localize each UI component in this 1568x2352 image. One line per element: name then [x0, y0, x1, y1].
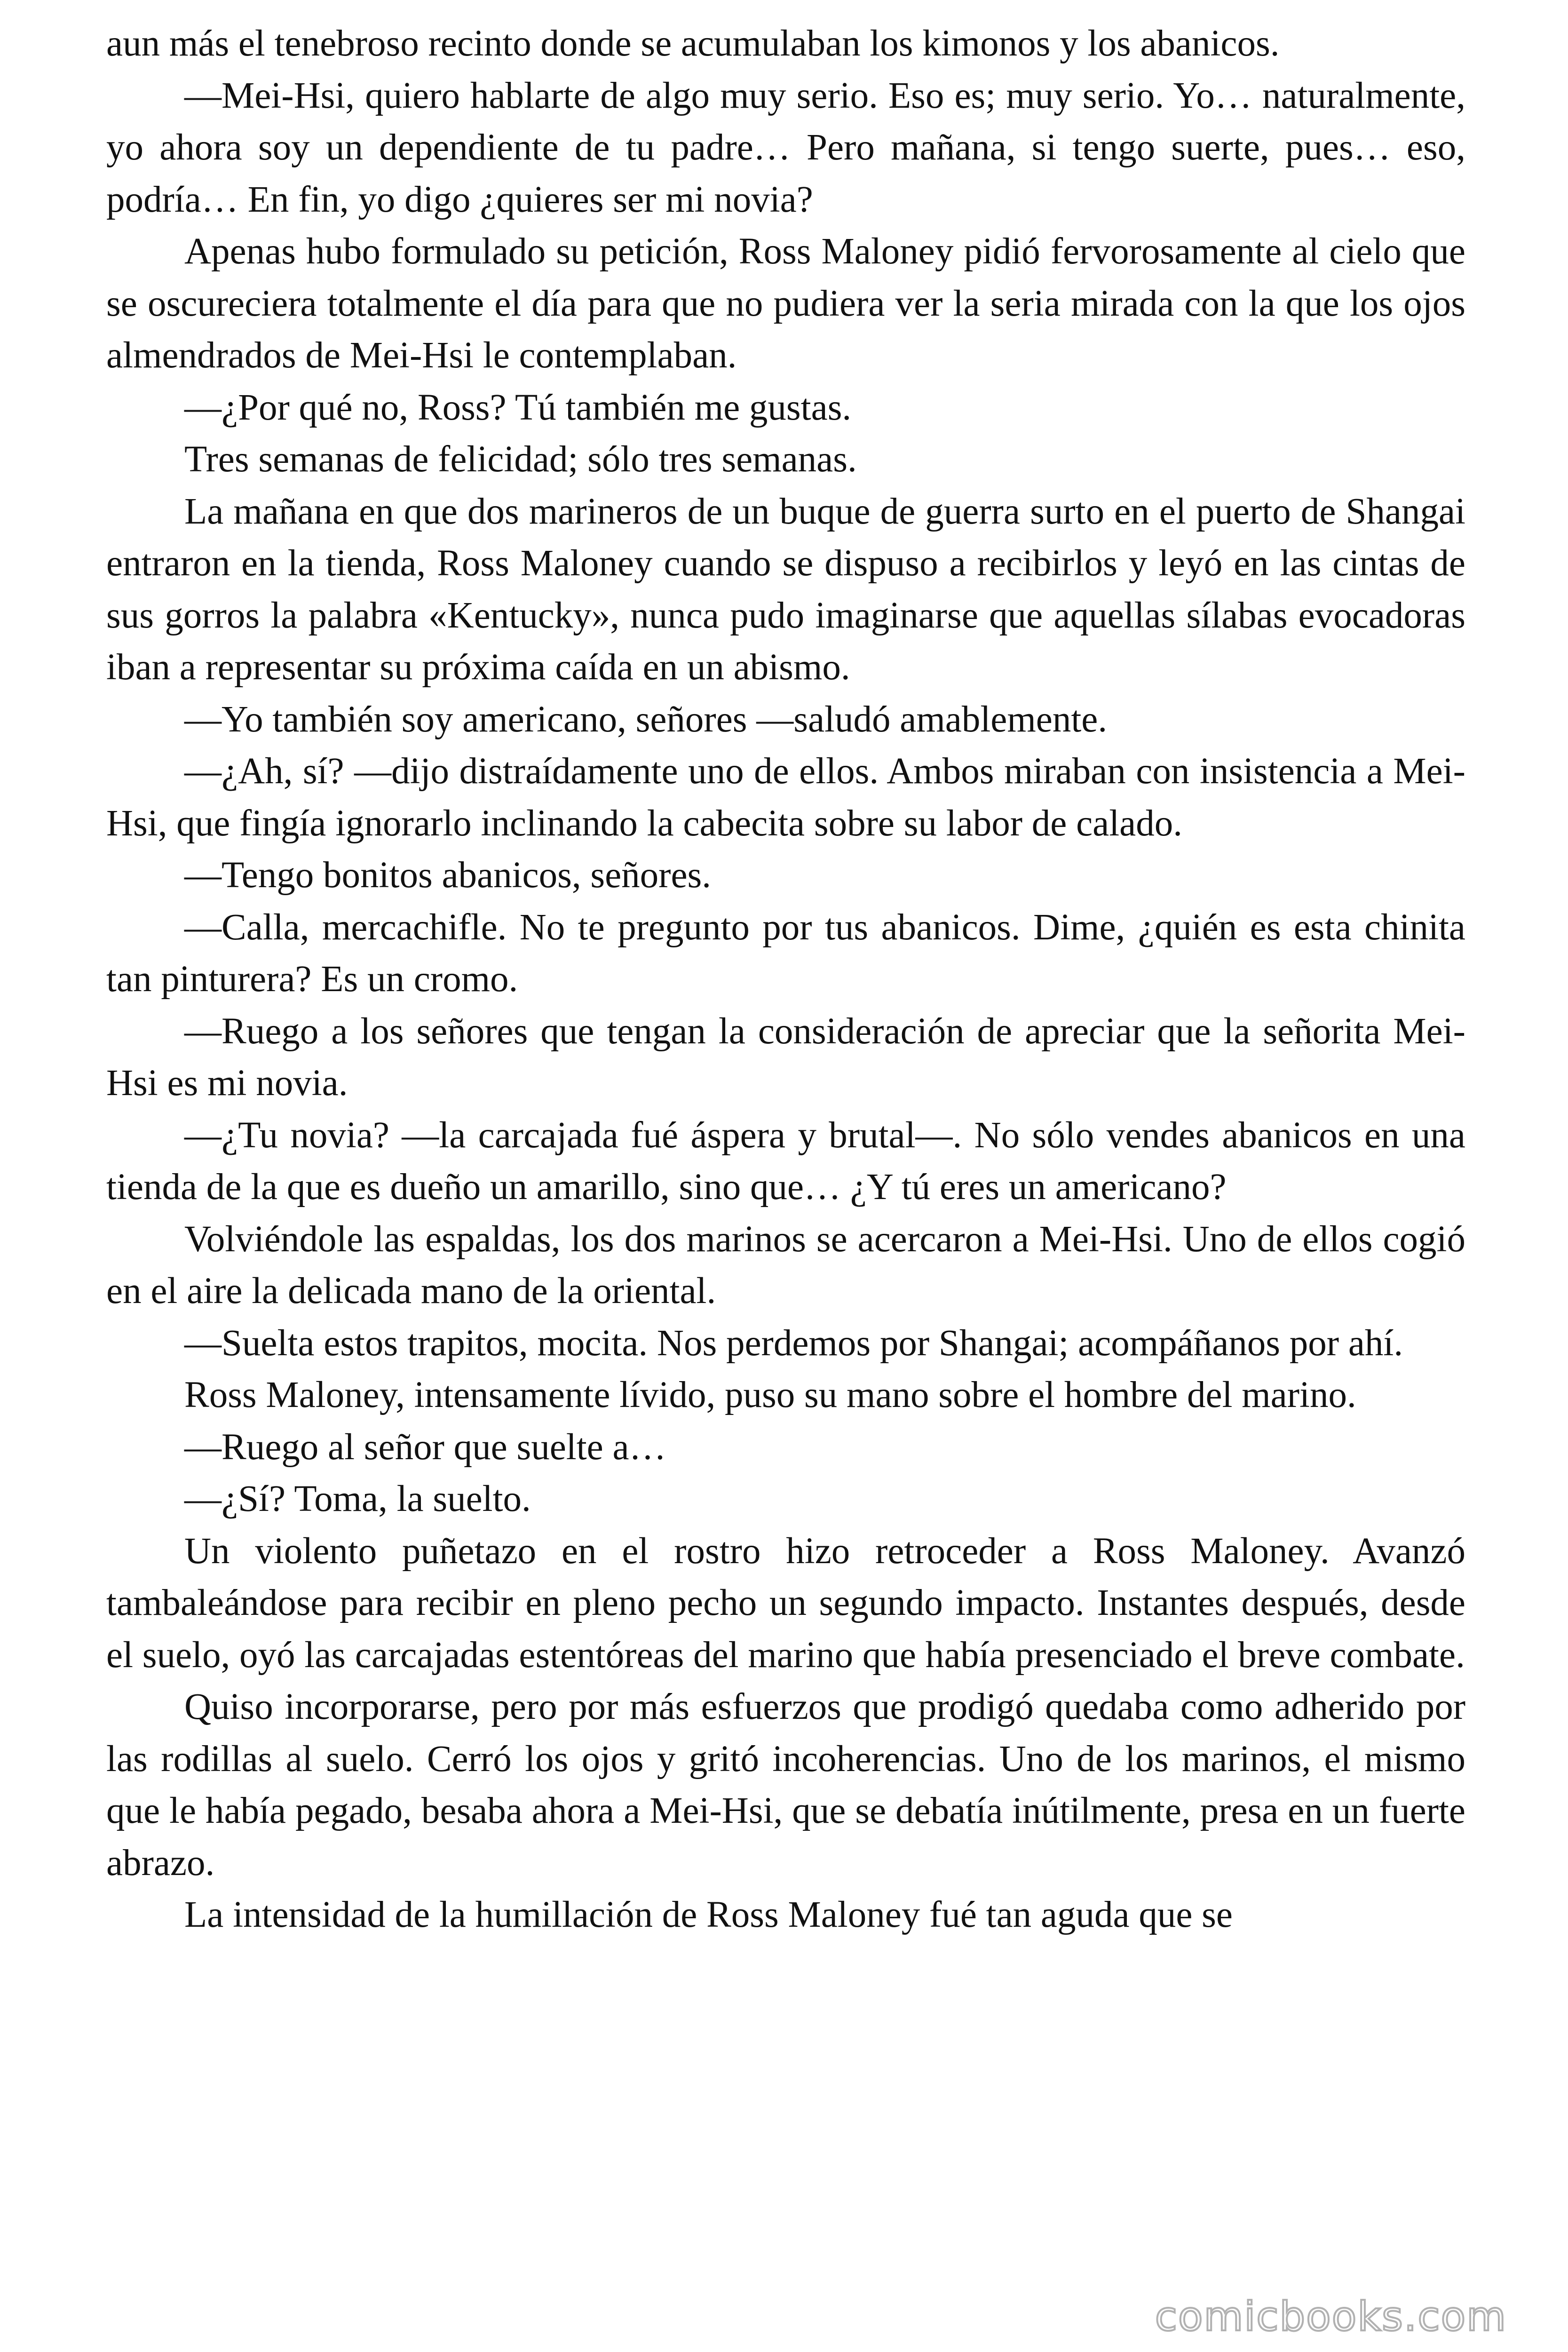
paragraph: Quiso incorporarse, pero por más esfuerzos que prodigó quedaba como adherido por las rodillas al suelo. Cerró los ojos y gritó incoherencias. Uno de los marinos, el mismo que le había pegado, besaba ahora a Mei-Hsi, que se debatía inútilmente, presa en un fuerte abrazo.	[106, 1686, 1465, 1883]
paragraph: —Ruego a los señores que tengan la consideración de apreciar que la señorita Mei-Hsi es mi novia.	[106, 1010, 1465, 1104]
watermark-logo: comicbooks.com	[1155, 2293, 1507, 2340]
paragraph: —¿Tu novia? —la carcajada fué áspera y brutal—. No sólo vendes abanicos en una tienda de la que es dueño un amarillo, sino que… ¿Y tú eres un americano?	[106, 1114, 1465, 1208]
text-column	[106, 18, 1465, 1941]
paragraph: —Ruego al señor que suelte a…	[184, 1426, 666, 1468]
paragraph: —¿Sí? Toma, la suelto.	[184, 1478, 531, 1519]
paragraph: —Tengo bonitos abanicos, señores.	[184, 855, 712, 896]
paragraph: —Yo también soy americano, señores —saludó amablemente.	[184, 699, 1108, 740]
paragraph: —¿Por qué no, Ross? Tú también me gustas.	[184, 387, 852, 428]
paragraph: Tres semanas de felicidad; sólo tres semanas.	[184, 439, 857, 480]
paragraph: Un violento puñetazo en el rostro hizo retroceder a Ross Maloney. Avanzó tambaleándose para recibir en pleno pecho un segundo impacto. Instantes después, desde el suelo, oyó las carcajadas estentóreas del marino que había presenciado el breve combate.	[106, 1530, 1465, 1676]
paragraph: —¿Ah, sí? —dijo distraídamente uno de ellos. Ambos miraban con insistencia a Mei-Hsi, que fingía ignorarlo inclinando la cabecita sobre su labor de calado.	[106, 751, 1465, 844]
paragraph: —Suelta estos trapitos, mocita. Nos perdemos por Shangai; acompáñanos por ahí.	[184, 1322, 1403, 1364]
paragraph: —Calla, mercachifle. No te pregunto por tus abanicos. Dime, ¿quién es esta chinita tan pinturera? Es un cromo.	[106, 906, 1465, 1000]
paragraph: Ross Maloney, intensamente lívido, puso su mano sobre el hombre del marino.	[184, 1375, 1356, 1415]
paragraph: La intensidad de la humillación de Ross Maloney fué tan aguda que se	[184, 1894, 1233, 1935]
paragraph: aun más el tenebroso recinto donde se acumulaban los kimonos y los abanicos.	[106, 23, 1280, 64]
paragraph: Apenas hubo formulado su petición, Ross Maloney pidió fervorosamente al cielo que se oscureciera totalmente el día para que no pudiera ver la seria mirada con la que los ojos almendrados de Mei-Hsi le contemplaban.	[106, 231, 1465, 376]
paragraph: La mañana en que dos marineros de un buque de guerra surto en el puerto de Shangai entraron en la tienda, Ross Maloney cuando se dispuso a recibirlos y leyó en las cintas de sus gorros la palabra «Kentucky», nunca pudo imaginarse que aquellas sílabas evocadoras iban a representar su próxima caída en un abismo.	[106, 491, 1465, 688]
paragraph: —Mei-Hsi, quiero hablarte de algo muy serio. Eso es; muy serio. Yo… naturalmente, yo ahora soy un dependiente de tu padre… Pero mañana, si tengo suerte, pues… eso, podría… En fin, yo digo ¿quieres ser mi novia?	[106, 75, 1465, 220]
paragraph: Volviéndole las espaldas, los dos marinos se acercaron a Mei-Hsi. Uno de ellos cogió en el aire la delicada mano de la oriental.	[106, 1218, 1465, 1311]
